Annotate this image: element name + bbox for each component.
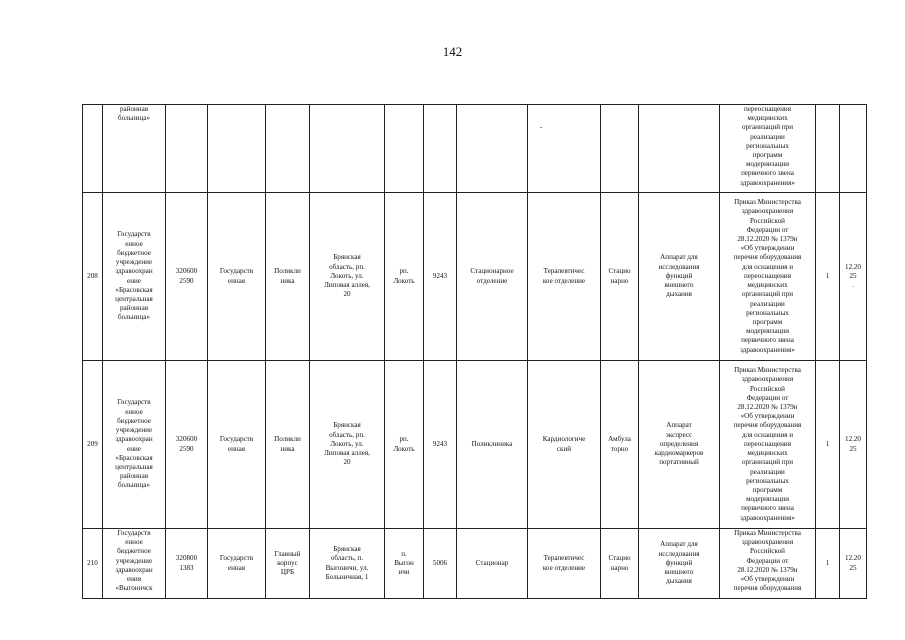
care-type-cell: Стацио нарно (601, 529, 639, 599)
address-cell: Брянская область, рп. Локоть, ул. Липовая аллея, 20 (310, 193, 385, 361)
date-cell: 12.20 25 . (840, 193, 867, 361)
department-cell: Стационарное отделение (457, 193, 528, 361)
oktmo-cell: 9243 (424, 193, 457, 361)
code-cell (166, 105, 208, 193)
unit-type-cell: Поликли ника (266, 361, 310, 529)
unit-type-cell: Главный корпус ЦРБ (266, 529, 310, 599)
page-number: 142 (442, 44, 463, 59)
date-cell (840, 105, 867, 193)
ownership-form-cell (208, 105, 266, 193)
unit-type-cell (266, 105, 310, 193)
organization-cell: Государств енное бюджетное учреждение здравоохран ение «Брасовская центральная районная больница» (103, 193, 166, 361)
ownership-form-cell: Государств енная (208, 193, 266, 361)
subdivision-cell (528, 105, 601, 193)
locality-cell: рп. Локоть (385, 193, 424, 361)
ownership-form-cell: Государств енная (208, 361, 266, 529)
department-cell: Поликлиника (457, 361, 528, 529)
equipment-cell (639, 105, 720, 193)
scan-speck (540, 127, 542, 128)
subdivision-cell: Терапевтичес кое отделение (528, 529, 601, 599)
quantity-cell (816, 105, 840, 193)
row-number-cell (83, 105, 103, 193)
oktmo-cell (424, 105, 457, 193)
code-cell: 320600 2590 (166, 193, 208, 361)
subdivision-cell: Кардиологиче ский (528, 361, 601, 529)
row-number-cell: 209 (83, 361, 103, 529)
care-type-cell (601, 105, 639, 193)
table-row (83, 361, 867, 529)
quantity-cell: 1 (816, 361, 840, 529)
department-cell: Стационар (457, 529, 528, 599)
organization-cell: Государств енное бюджетное учреждение здравоохран ения «Выгоничск (103, 529, 166, 599)
basis-cell: Приказ Министерства здравоохранения Российской Федерации от 28.12.2020 № 1379н «Об утверждении перечня оборудования для оснащения и переоснащения медицинских организаций при реализации региональных программ модернизации первичного звена здравоохранения» (720, 361, 816, 529)
registry-table (82, 104, 867, 599)
code-cell: 320600 2590 (166, 361, 208, 529)
locality-cell: п. Выгон ичи (385, 529, 424, 599)
organization-cell: районная больница» (103, 105, 166, 193)
row-number-cell: 210 (83, 529, 103, 599)
care-type-cell: Стацио нарно (601, 193, 639, 361)
code-cell: 320800 1383 (166, 529, 208, 599)
quantity-cell: 1 (816, 529, 840, 599)
table-row (83, 193, 867, 361)
basis-cell: Приказ Министерства здравоохранения Российской Федерации от 28.12.2020 № 1379н «Об утверждении перечня оборудования (720, 529, 816, 599)
equipment-cell: Аппарат для исследования функций внешнего дыхания (639, 529, 720, 599)
row-number-cell: 208 (83, 193, 103, 361)
locality-cell (385, 105, 424, 193)
table-row (83, 105, 867, 193)
oktmo-cell: 5006 (424, 529, 457, 599)
quantity-cell: 1 (816, 193, 840, 361)
equipment-cell: Аппарат для исследования функций внешнего дыхания (639, 193, 720, 361)
locality-cell: рп. Локоть (385, 361, 424, 529)
equipment-cell: Аппарат экспресс определения кардиомаркеров портативный (639, 361, 720, 529)
ownership-form-cell: Государств енная (208, 529, 266, 599)
date-cell: 12.20 25 (840, 529, 867, 599)
address-cell (310, 105, 385, 193)
table-row (83, 529, 867, 599)
address-cell: Брянская область, п. Выгоничи, ул. Больничная, 1 (310, 529, 385, 599)
date-cell: 12.20 25 (840, 361, 867, 529)
care-type-cell: Амбула торно (601, 361, 639, 529)
department-cell (457, 105, 528, 193)
oktmo-cell: 9243 (424, 361, 457, 529)
basis-cell: переоснащения медицинских организаций при реализации региональных программ модернизации первичного звена здравоохранения» (720, 105, 816, 193)
basis-cell: Приказ Министерства здравоохранения Российской Федерации от 28.12.2020 № 1379н «Об утверждении перечня оборудования для оснащения и переоснащения медицинских организаций при реализации региональных программ модернизации первичного звена здравоохранения» (720, 193, 816, 361)
subdivision-cell: Терапевтичес кое отделение (528, 193, 601, 361)
address-cell: Брянская область, рп. Локоть, ул. Липовая аллея, 20 (310, 361, 385, 529)
organization-cell: Государств енное бюджетное учреждение здравоохран ение «Брасовская центральная районная больница» (103, 361, 166, 529)
unit-type-cell: Поликли ника (266, 193, 310, 361)
